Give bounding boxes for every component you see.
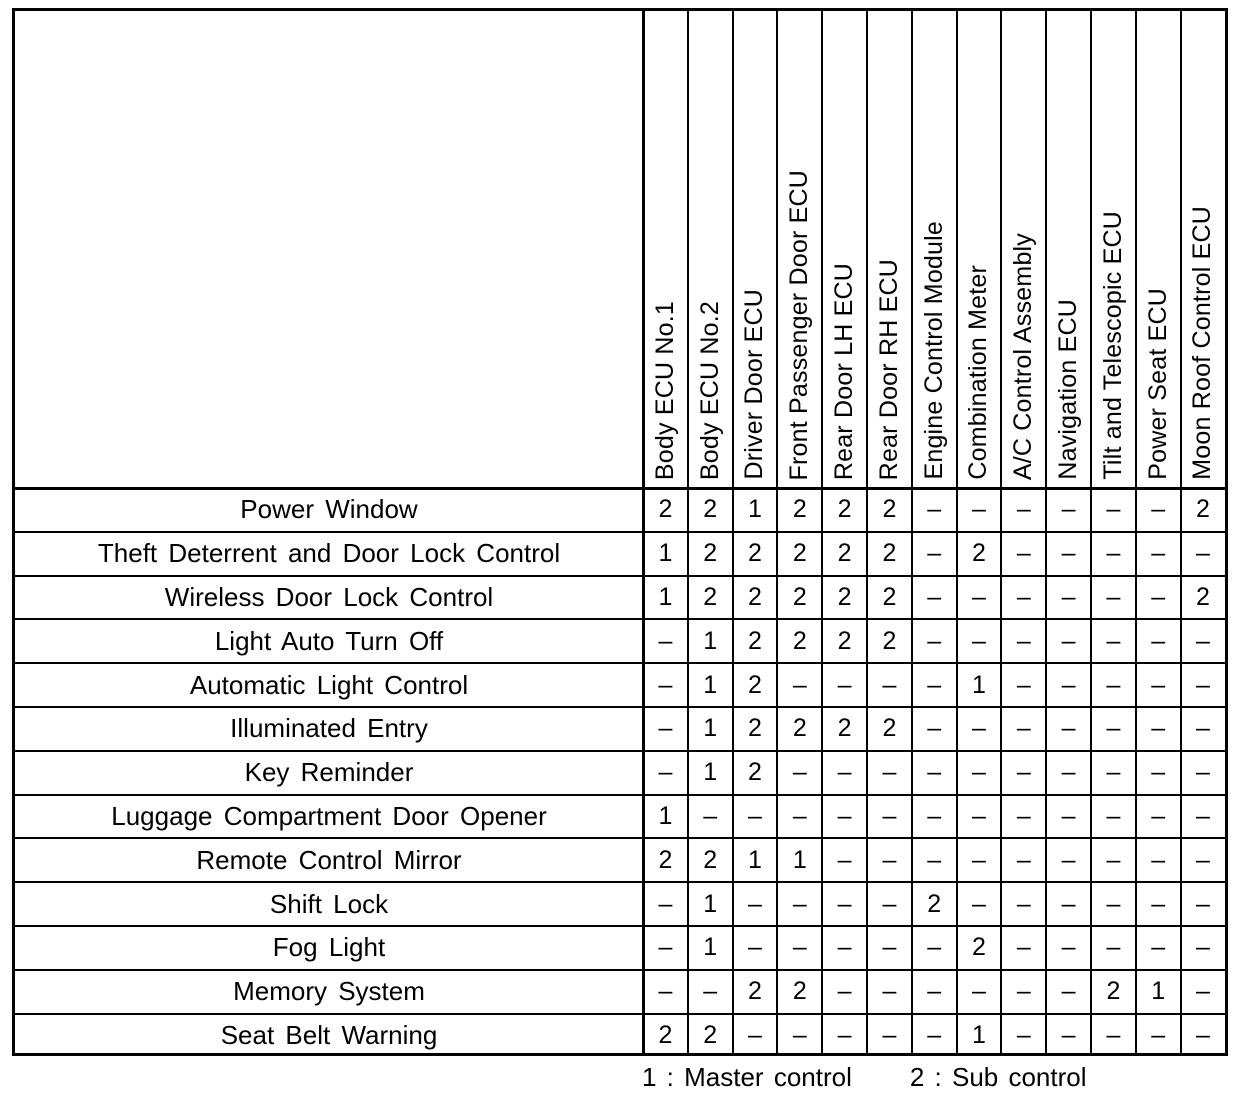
table-cell: – [658, 933, 673, 962]
table-cell: 2 [792, 977, 807, 1006]
table-cell: 1 [703, 626, 718, 655]
control-matrix-table [12, 8, 1228, 1056]
row-label: Shift Lock [269, 888, 389, 919]
table-cell: – [1151, 582, 1166, 611]
table-cell: – [792, 1020, 807, 1049]
table-cell: – [1016, 626, 1031, 655]
table-cell: – [703, 801, 718, 830]
table-cell: – [1151, 1020, 1166, 1049]
row-divider [15, 662, 1225, 664]
table-cell: 2 [748, 670, 762, 699]
table-cell: 2 [882, 582, 897, 611]
table-cell: 2 [882, 626, 897, 655]
table-cell: – [882, 670, 897, 699]
row-label: Wireless Door Lock Control [164, 581, 494, 612]
row-label: Remote Control Mirror [196, 844, 462, 875]
table-cell: 1 [748, 845, 762, 874]
table-cell: – [1061, 758, 1076, 787]
table-cell: 2 [927, 889, 942, 918]
table-cell: 1 [792, 845, 807, 874]
table-cell: 1 [703, 933, 718, 962]
table-cell: – [1016, 801, 1031, 830]
row-divider [15, 487, 1225, 490]
table-cell: 2 [703, 582, 718, 611]
row-label: Automatic Light Control [189, 669, 469, 700]
table-cell: – [748, 889, 762, 918]
row-divider [15, 925, 1225, 927]
table-cell: 2 [703, 845, 718, 874]
column-header-label: Driver Door ECU [740, 289, 769, 480]
table-cell: 2 [748, 758, 762, 787]
table-cell: – [1061, 714, 1076, 743]
column-header [1046, 11, 1091, 488]
table-cell: – [658, 714, 673, 743]
table-cell: 2 [1196, 582, 1210, 611]
table-cell: – [703, 977, 718, 1006]
column-header [733, 11, 778, 488]
table-cell: – [1061, 495, 1076, 524]
column-header [1001, 11, 1046, 488]
table-cell: – [1106, 539, 1121, 568]
table-cell: – [972, 845, 986, 874]
table-cell: 2 [882, 495, 897, 524]
row-divider [15, 750, 1225, 752]
table-cell: 2 [658, 495, 673, 524]
table-cell: – [1016, 495, 1031, 524]
table-cell: 2 [837, 582, 852, 611]
legend-sub: 2 : Sub control [909, 1062, 1087, 1092]
table-cell: – [1106, 889, 1121, 918]
table-cell: – [658, 758, 673, 787]
table-cell: – [972, 582, 986, 611]
row-divider [15, 794, 1225, 796]
table-cell: – [927, 626, 942, 655]
table-cell: – [1151, 758, 1166, 787]
table-cell: – [927, 670, 942, 699]
table-cell: – [1196, 845, 1210, 874]
column-header [867, 11, 912, 488]
column-header-label: A/C Control Assembly [1009, 232, 1038, 480]
table-cell: – [748, 1020, 762, 1049]
table-cell: – [792, 933, 807, 962]
column-header-label: Tilt and Telescopic ECU [1098, 211, 1127, 480]
table-cell: – [1196, 626, 1210, 655]
table-cell: – [1151, 626, 1166, 655]
table-cell: 2 [837, 495, 852, 524]
table-cell: – [927, 714, 942, 743]
column-header [688, 11, 733, 488]
table-cell: – [1196, 977, 1210, 1006]
table-cell: – [1016, 1020, 1031, 1049]
table-cell: 2 [837, 539, 852, 568]
table-cell: 2 [748, 977, 762, 1006]
table-cell: – [1106, 714, 1121, 743]
table-cell: – [972, 626, 986, 655]
table-cell: – [882, 758, 897, 787]
table-cell: – [882, 801, 897, 830]
table-cell: – [1151, 933, 1166, 962]
column-header [1091, 11, 1136, 488]
table-cell: – [1151, 539, 1166, 568]
table-cell: 2 [703, 539, 718, 568]
table-cell: – [1196, 670, 1210, 699]
row-divider [15, 531, 1225, 533]
column-header-label: Navigation ECU [1054, 299, 1083, 480]
table-cell: 2 [792, 539, 807, 568]
table-cell: 2 [703, 495, 718, 524]
table-cell: 1 [658, 801, 673, 830]
column-header-label: Combination Meter [964, 265, 993, 480]
table-cell: – [837, 845, 852, 874]
table-cell: – [748, 933, 762, 962]
table-cell: 1 [972, 670, 986, 699]
column-header [1181, 11, 1226, 488]
row-divider [15, 1013, 1225, 1015]
row-label: Theft Deterrent and Door Lock Control [97, 538, 561, 569]
column-header [912, 11, 957, 488]
table-cell: – [1061, 845, 1076, 874]
table-cell: – [1061, 670, 1076, 699]
table-cell: – [837, 889, 852, 918]
row-divider [15, 618, 1225, 620]
row-label: Luggage Compartment Door Opener [111, 800, 547, 831]
table-cell: – [927, 758, 942, 787]
table-cell: 1 [658, 582, 673, 611]
table-cell: 2 [882, 539, 897, 568]
column-header-label: Rear Door RH ECU [874, 258, 903, 480]
table-cell: – [1016, 582, 1031, 611]
table-cell: – [1016, 845, 1031, 874]
table-cell: – [927, 495, 942, 524]
table-cell: – [1151, 495, 1166, 524]
table-cell: – [1106, 582, 1121, 611]
table-cell: – [1106, 933, 1121, 962]
table-cell: 2 [882, 714, 897, 743]
column-header-label: Engine Control Module [919, 221, 948, 480]
table-cell: – [792, 758, 807, 787]
table-cell: 2 [792, 626, 807, 655]
column-header [777, 11, 822, 488]
table-cell: – [1106, 495, 1121, 524]
table-cell: – [1196, 889, 1210, 918]
table-cell: – [1061, 1020, 1076, 1049]
column-header-label: Body ECU No.2 [695, 300, 724, 480]
table-cell: – [1016, 889, 1031, 918]
table-cell: – [1061, 933, 1076, 962]
table-cell: – [927, 933, 942, 962]
table-cell: 2 [792, 495, 807, 524]
table-cell: – [1151, 670, 1166, 699]
table-cell: – [972, 495, 986, 524]
table-cell: – [1016, 539, 1031, 568]
table-cell: – [1196, 758, 1210, 787]
table-cell: – [1061, 582, 1076, 611]
table-cell: – [882, 845, 897, 874]
table-cell: – [927, 801, 942, 830]
table-cell: – [972, 889, 986, 918]
table-cell: – [1016, 758, 1031, 787]
table-cell: – [837, 933, 852, 962]
column-header [1136, 11, 1181, 488]
table-cell: – [1196, 539, 1210, 568]
table-cell: – [972, 801, 986, 830]
table-cell: – [1016, 977, 1031, 1006]
row-label: Key Reminder [244, 757, 414, 788]
column-header-label: Moon Roof Control ECU [1188, 206, 1217, 480]
table-cell: 2 [748, 626, 762, 655]
table-cell: 2 [748, 714, 762, 743]
table-cell: – [837, 670, 852, 699]
table-cell: – [837, 801, 852, 830]
table-cell: – [658, 977, 673, 1006]
table-cell: 1 [703, 758, 718, 787]
column-header-label: Body ECU No.1 [650, 300, 679, 480]
row-divider [15, 837, 1225, 839]
table-cell: 2 [1106, 977, 1121, 1006]
table-cell: – [658, 889, 673, 918]
table-cell: 1 [703, 670, 718, 699]
table-cell: – [927, 1020, 942, 1049]
table-cell: – [882, 933, 897, 962]
table-cell: – [927, 977, 942, 1006]
table-cell: 1 [703, 889, 718, 918]
table-cell: – [792, 889, 807, 918]
column-header [822, 11, 867, 488]
table-cell: – [927, 539, 942, 568]
table-cell: – [1061, 889, 1076, 918]
table-cell: – [882, 889, 897, 918]
table-cell: – [1106, 1020, 1121, 1049]
row-label: Memory System [233, 976, 425, 1007]
row-divider [15, 969, 1225, 971]
table-cell: 2 [658, 1020, 673, 1049]
table-cell: – [882, 977, 897, 1006]
table-cell: – [1016, 714, 1031, 743]
table-cell: – [1151, 714, 1166, 743]
table-cell: – [1061, 977, 1076, 1006]
table-cell: – [1106, 758, 1121, 787]
table-cell: – [1061, 539, 1076, 568]
table-cell: 1 [703, 714, 718, 743]
column-header-label: Power Seat ECU [1143, 288, 1172, 480]
table-cell: – [1016, 670, 1031, 699]
column-header-label: Rear Door LH ECU [830, 262, 859, 480]
table-cell: 2 [703, 1020, 718, 1049]
table-cell: – [882, 1020, 897, 1049]
legend-master: 1 : Master control [642, 1062, 852, 1092]
table-cell: – [1151, 801, 1166, 830]
table-cell: – [837, 758, 852, 787]
table-cell: 1 [1151, 977, 1166, 1006]
table-cell: – [1106, 845, 1121, 874]
column-header-label: Front Passenger Door ECU [785, 169, 814, 480]
table-cell: – [792, 670, 807, 699]
table-cell: 2 [837, 714, 852, 743]
table-cell: – [1061, 626, 1076, 655]
table-cell: – [1106, 626, 1121, 655]
row-label: Light Auto Turn Off [214, 625, 444, 656]
table-cell: – [1151, 845, 1166, 874]
table-cell: – [1106, 801, 1121, 830]
table-cell: – [1196, 1020, 1210, 1049]
table-cell: – [748, 801, 762, 830]
table-cell: 2 [837, 626, 852, 655]
table-cell: – [837, 1020, 852, 1049]
table-cell: – [1196, 933, 1210, 962]
table-cell: 2 [792, 714, 807, 743]
table-cell: – [1196, 801, 1210, 830]
row-divider [15, 881, 1225, 883]
row-label: Power Window [240, 494, 418, 525]
table-cell: 2 [972, 539, 986, 568]
table-cell: – [972, 977, 986, 1006]
table-cell: – [927, 845, 942, 874]
table-cell: 2 [658, 845, 673, 874]
table-cell: – [658, 626, 673, 655]
table-cell: – [1196, 714, 1210, 743]
table-cell: 2 [792, 582, 807, 611]
table-cell: – [972, 714, 986, 743]
table-cell: 1 [748, 495, 762, 524]
column-header [643, 11, 688, 488]
table-cell: – [972, 758, 986, 787]
table-cell: 2 [748, 582, 762, 611]
table-cell: – [1106, 670, 1121, 699]
row-divider [15, 706, 1225, 708]
table-cell: 2 [748, 539, 762, 568]
row-label: Illuminated Entry [230, 713, 428, 744]
table-cell: 1 [972, 1020, 986, 1049]
table-cell: 2 [972, 933, 986, 962]
column-header [957, 11, 1002, 488]
row-divider [15, 575, 1225, 577]
row-label: Seat Belt Warning [220, 1019, 438, 1050]
table-cell: – [1151, 889, 1166, 918]
table-cell: – [1061, 801, 1076, 830]
table-cell: 1 [658, 539, 673, 568]
legend [642, 1062, 1087, 1093]
row-label: Fog Light [272, 932, 386, 963]
table-cell: 2 [1196, 495, 1210, 524]
table-cell: – [792, 801, 807, 830]
table-cell: – [658, 670, 673, 699]
table-cell: – [927, 582, 942, 611]
table-cell: – [837, 977, 852, 1006]
table-cell: – [1016, 933, 1031, 962]
